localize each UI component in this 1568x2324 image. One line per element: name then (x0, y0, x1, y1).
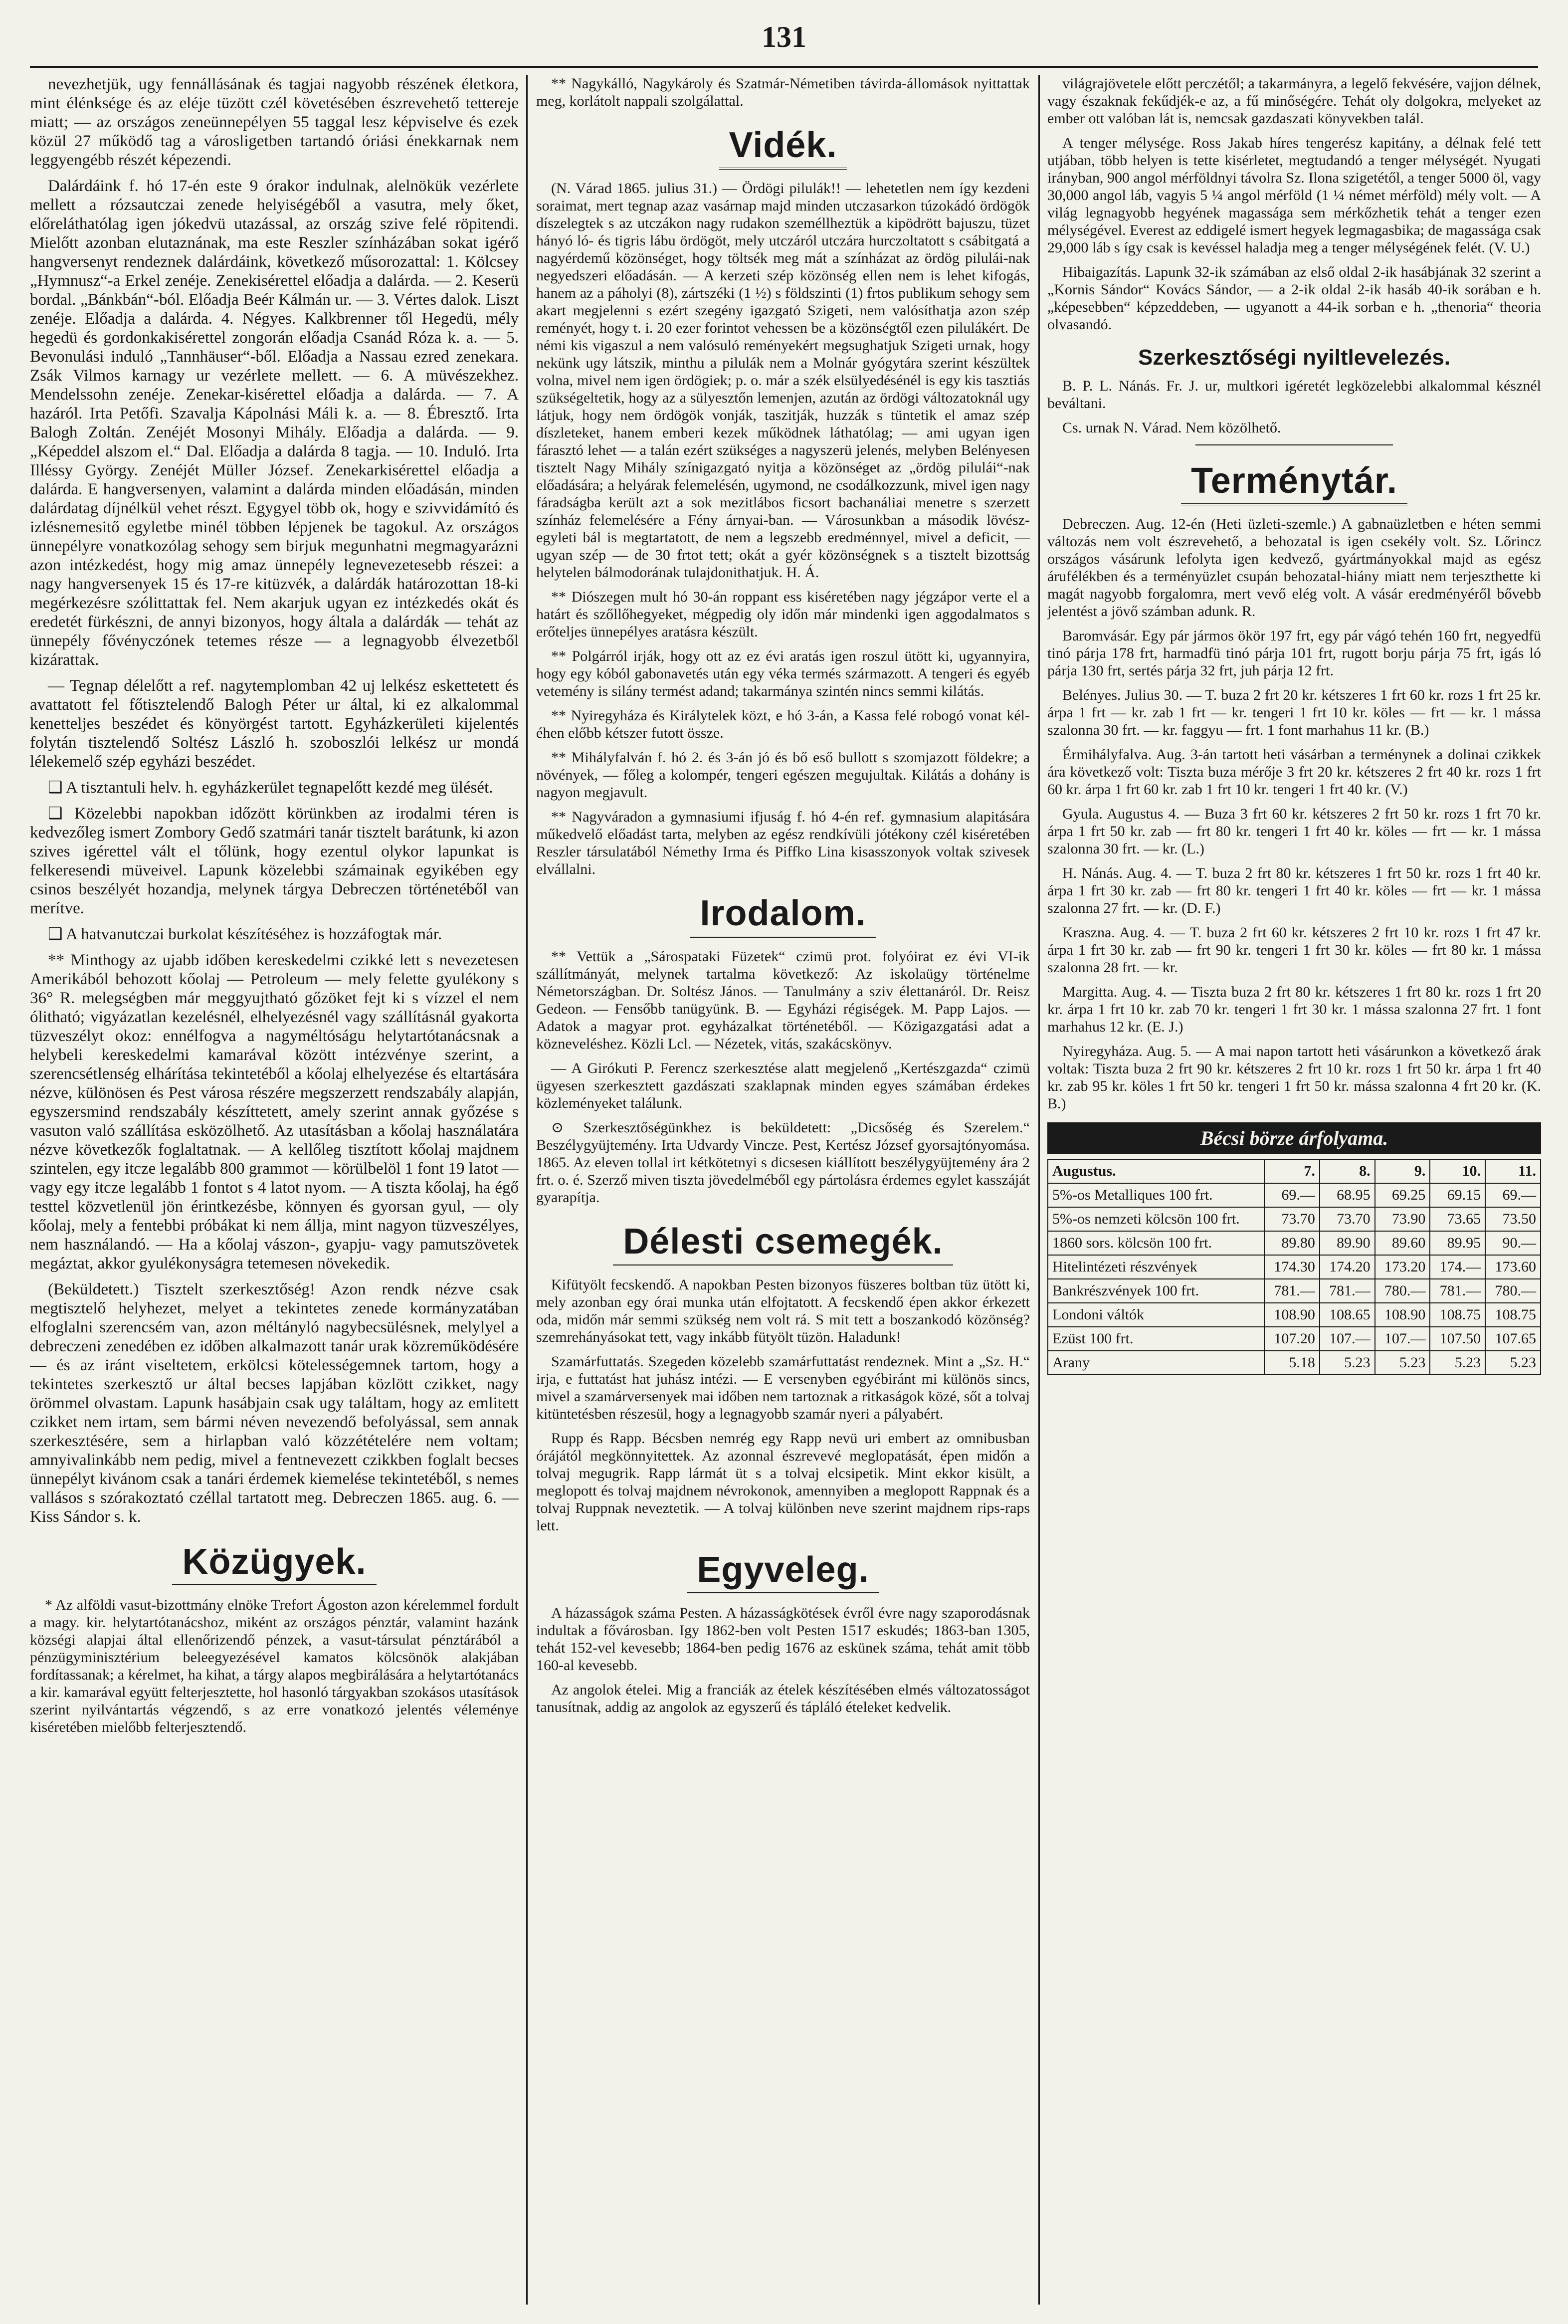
table-cell: 73.70 (1264, 1207, 1320, 1231)
article-paragraph: ❑ A hatvanutczai burkolat készítéséhez is hozzáfogtak már. (48, 925, 442, 943)
news-item: ** Nagykálló, Nagykároly és Szatmár-Németiben távirda-állomások nyittattak meg, korlátolt nappali szolgálattal. (536, 75, 1030, 109)
table-cell: Ezüst 100 frt. (1048, 1327, 1264, 1351)
table-cell: 107.65 (1485, 1327, 1541, 1351)
news-item: ** Nyiregyháza és Királytelek közt, e hó 3-án, a Kassa felé robogó vonat kél- éhen előbb kétszer futott össze. (536, 707, 1030, 741)
table-row (1048, 1279, 1541, 1303)
news-item: ** Vettük a „Sárospataki Füzetek“ czimü prot. folyóirat ez évi VI-ik szállítmányát, melynek tartalma következő: Az iskolaügy történelme Németországban. Dr. Soltész János. — Tanulmány a sziv élettanáról. Dr. Reisz Gedeon. — Fensőbb tanügyünk. B. — Egyházi régiségek. M. Papp Lajos. — Adatok a magyar prot. egyházalkat történetéből. — Közigazgatási adat a közneveléshez. Közli Lcl. — Nézetek, vitás, szakácskönyv. (536, 948, 1030, 1052)
table-cell: 5.23 (1320, 1351, 1375, 1375)
market-report: Margitta. Aug. 4. — Tiszta buza 2 frt 80 kr. kétszeres 1 frt 80 kr. rozs 1 frt 20 kr. árpa 1 frt 10 kr. zab 70 kr. tengeri 1 frt 30 kr. 1 mássa szalonna 27 frt. 1 font marhahus 12 kr. (E. J.) (1047, 984, 1541, 1035)
market-report: Belényes. Julius 30. — T. buza 2 frt 20 kr. kétszeres 1 frt 60 kr. rozs 1 frt 25 kr. árpa 1 frt — kr. zab 1 frt — kr. tengeri 1 frt 10 kr. köles — frt — kr. 1 mássa szalonna 30 frt. — kr. faggyu — frt. 1 font marhahus 11 kr. (B.) (1047, 687, 1541, 738)
table-cell: 89.95 (1430, 1231, 1485, 1255)
column-right (1047, 75, 1541, 2310)
section-heading-egyveleg (536, 1549, 1030, 1594)
table-cell: 781.— (1430, 1279, 1485, 1303)
table-cell: 108.75 (1485, 1303, 1541, 1327)
table-cell: 5%-os nemzeti kölcsön 100 frt. (1048, 1207, 1264, 1231)
table-cell: 5.18 (1264, 1351, 1320, 1375)
news-item: ** Diószegen mult hó 30-án roppant ess kiséretében nagy jégzápor verte el a határt és szőllőhegyeket, mégpedig oly időn már mindenki igen aggodalmatos s erőteljes ünnepélyes aratásra készült. (536, 589, 1030, 640)
table-cell: Bankrészvények 100 frt. (1048, 1279, 1264, 1303)
article-paragraph: ** Minthogy az ujabb időben kereskedelmi czikké lett s nevezetesen Amerikából behozott kőolaj — Petroleum — mely felette gyulékony s 36° R. melegségben már meggyujtható gőzöket fejt ki s vízzel el nem ólitható; vigyázatlan kezelésnél, elhelyezésnél vagy szállításnál gyakorta tüzveszélyt okoz: ennélfogva a nagyméltóságu helytartótanácsnak a helybeli kereskedelmi kamarával között intézvénye szerint, a szerencsétlenség elhárítása tekintetéből a kőolaj elhelyezése és eltartására nézve, különösen és Pest városa részére megszerzett rendszabály alapján, egyszersmind rendszabály készíttetett, amely szerint annak győzése s vasuton való szállítása esközölhető. Az utasításban a kőolaj használatára nézve következők foglaltatnak. — A kellőleg tisztított kőolaj majdnem szintelen, egy itcze legalább 800 grammot — körülbelöl 1 font 19 latot — vagy egy itcze legalább 1 fontot s 4 latot nyom. — A tiszta kőolaj, ha égő testtel közvetlenül jön érintkezésbe, könnyen és gyorsan gyul, — oly kőolaj, mely a fentebbi próbákat ki nem állja, mint nagyon tüzveszélyes, nem használandó. — Ha a kőolaj vászon-, gyapju- vagy pamutszövetek megáztat, akkor gyulékonyságra tetemesen növekedik. (30, 951, 519, 1272)
table-cell: Arany (1048, 1351, 1264, 1375)
article-paragraph: ❑ Közelebbi napokban időzött körünkben az irodalmi téren is kedvezőleg ismert Zombory Gedő szatmári tanár tisztelt barátunk, ki azon szives igérettel vált el tőlünk, hogy ezentul olykor lapunkat is felkeresendi müveivel. Lapunk közelebbi számainak egyikében egy csinos beszélyét hozandja, melynek tárgya Debreczen történetéből van merítve. (30, 805, 519, 917)
section-heading-text: Terménytár. (1181, 460, 1407, 505)
editorial-correspondence-heading: Szerkesztőségi nyiltlevelezés. (1138, 345, 1451, 370)
table-row (1048, 1183, 1541, 1207)
section-heading-termenytar (1047, 460, 1541, 505)
table-header-cell: 7. (1264, 1159, 1320, 1183)
news-item: ** Mihályfalván f. hó 2. és 3-án jó és bő eső bullott s szomjazott földekre; a növények, — főleg a kolompér, tengeri egészen megujultak. Kilátás a dohány is nagyon megjavult. (536, 749, 1030, 801)
column-rule-2 (1038, 75, 1040, 2305)
table-cell: 73.90 (1375, 1207, 1430, 1231)
table-cell: 107.20 (1264, 1327, 1320, 1351)
article-paragraph: A tenger mélysége. Ross Jakab híres tengerész kapitány, a délnak felé tett utjában, több helyen is tette kisérletet, megtudandó a tenger mélységét. Nyugati irányban, 900 angol mérföldnyi távolra Sz. Ilona szigetétől, a tenger 5000 öl, vagy 30,000 angol láb, vagyis 5 ¼ angol mérföld (1 ¼ német mérföld) mély volt. — A világ legnagyobb hegyének magassága sem mérkőzhetik tehát a tenger ezen mélységével. Everest az eddigelé ismert hegyek legmagasbika; de magassága csak 29,000 láb s így csak is kevéssel haladja meg a tenger mélységének felét. (V. U.) (1047, 135, 1541, 256)
section-heading-videk (536, 125, 1030, 170)
table-cell: 781.— (1264, 1279, 1320, 1303)
article-paragraph: nevezhetjük, ugy fennállásának és tagjai nagyobb részének életkora, mint élénksége és az eléje tüzött czél követésében észrevehető tettereje miatt; — az országos zeneünnepélyen 55 taggal lesz képviselve és ezek közül 27 működő tag a városligetben tartandó óriási énekkarnak nem leggyengébb részét képezendi. (30, 75, 519, 169)
section-heading-text: Irodalom. (690, 893, 876, 938)
correspondence-item: Cs. urnak N. Várad. Nem közölhető. (1062, 420, 1281, 436)
table-header-cell: 8. (1320, 1159, 1375, 1183)
news-item: ⊙ Szerkesztőségünkhez is beküldetett: „Dicsőség és Szerelem.“ Beszélygyüjtemény. Irta Udvardy Vincze. Pest, Kertész József gyorsajtónyomása. 1865. Az eleven tollal irt kétkötetnyi s dicsesen kiállított beszélygyüjtemény ára 2 frt. o. é. Szerző miven tiszta jövedelméből egy pártolásra érdemes egylet kasszáját gyarapítja. (536, 1119, 1030, 1206)
news-item: ** Nagyváradon a gymnasiumi ifjuság f. hó 4-én ref. gymnasium alapitására műkedvelő előadást tarta, melyben az egész rendkívüli jótékony czél kiséretében Reszler társulatából Némethy Irma és Piffko Lina kisasszonyok voltak szivesek elvállalni. (536, 809, 1030, 877)
table-cell: 107.— (1375, 1327, 1430, 1351)
table-cell: 69.— (1264, 1183, 1320, 1207)
table-cell: Hitelintézeti részvények (1048, 1255, 1264, 1279)
table-cell: 90.— (1485, 1231, 1541, 1255)
market-report: Kraszna. Aug. 4. — T. buza 2 frt 60 kr. kétszeres 2 frt 10 kr. rozs 1 frt 47 kr. árpa 1 frt 30 kr. zab — frt 90 kr. tengeri 1 frt 30 kr. köles — frt 80 kr. 1 mássa szalonna 28 frt. — kr. (1047, 924, 1541, 976)
table-row (1048, 1351, 1541, 1375)
table-cell: 108.90 (1375, 1303, 1430, 1327)
news-item: A házasságok száma Pesten. A házasságkötések évről évre nagy szaporodásnak indultak a fővárosban. Igy 1862-ben volt Pesten 1517 eskudés; 1863-ban 1305, tehát 152-vel kevesebb; 1864-ben pedig 1676 az eskünek száma, tehát amit több 160-al kevesebb. (536, 1605, 1030, 1674)
table-cell: Londoni váltók (1048, 1303, 1264, 1327)
table-cell: 780.— (1485, 1279, 1541, 1303)
table-cell: 5.23 (1430, 1351, 1485, 1375)
table-row (1048, 1303, 1541, 1327)
table-cell: 174.— (1430, 1255, 1485, 1279)
market-report: Gyula. Augustus 4. — Buza 3 frt 60 kr. kétszeres 2 frt 50 kr. rozs 1 frt 70 kr. árpa 1 frt 50 kr. zab — frt 80 kr. tengeri 1 frt 40 kr. köles — frt — kr. 1 mássa szalonna 30 frt. — kr. (L.) (1047, 806, 1541, 857)
table-cell: 780.— (1375, 1279, 1430, 1303)
news-item: Rupp és Rapp. Bécsben nemrég egy Rapp nevü uri embert az omnibusban órájától megkönnyitettek. Az azonnal észrevevé meglopatását, épen midőn a tolvaj megugrik. Rapp lármát üt s a tolvaj elcsipetik. Mint ekkor kisült, a meglopott és tolvaj majdnem névrokonok, amennyiben a meglopott Rappnak és a tolvaj Ruppnak neveztetik. — A tolvaj különben neve szerint majdnem rips-raps lett. (536, 1430, 1030, 1534)
errata: Hibaigazítás. Lapunk 32-ik számában az első oldal 2-ik hasábjának 32 szerint a „Kornis Sándor“ Kovács Sándor, — a 2-ik oldal 2-ik hasáb 40-ik sorában e h. „képesebben“ képzeddeben, — ugyanott a 44-ik sorban e h. „thenoria“ theoria olvasandó. (1047, 264, 1541, 333)
table-cell: 5.23 (1485, 1351, 1541, 1375)
table-header-row (1048, 1159, 1541, 1183)
column-left (30, 75, 519, 2310)
table-cell: 108.75 (1430, 1303, 1485, 1327)
table-row (1048, 1231, 1541, 1255)
top-rule (30, 66, 1538, 68)
table-header-cell: 11. (1485, 1159, 1541, 1183)
table-cell: 173.60 (1485, 1255, 1541, 1279)
market-report: H. Nánás. Aug. 4. — T. buza 2 frt 80 kr. kétszeres 1 frt 50 kr. rozs 1 frt 40 kr. árpa 1 frt 30 kr. zab — frt 80 kr. tengeri 1 frt 40 kr. köles — frt — kr. 1 mássa szalonna 27 frt. — kr. (D. F.) (1047, 865, 1541, 916)
section-heading-text: Közügyek. (172, 1541, 376, 1586)
table-cell: 5.23 (1375, 1351, 1430, 1375)
exchange-rates-table (1047, 1159, 1541, 1375)
table-cell: 108.90 (1264, 1303, 1320, 1327)
article-paragraph: (Beküldetett.) Tisztelt szerkesztőség! Azon rendk nézve csak megtisztelő helyhezet, melyet a tekintetes zenede kormányzatában elfoglalni szerencsém van, azon méltányló nagybecsülésnek, melylyel a debreczeni zenedében ez időben alkalmazott tanár urak közreműködésére — és az iránt viseltetem, erkölcsi kötelességemnek tartom, hogy a tekintetes szerkesztő ur által becses lapjában közlött czikket, nagy örömmel olvastam. Lapunk hasábjain csak ugy találtam, hogy az emlitett czikket nem irtam, sem bármi néven nevezendő befolyással, sem annak szerkesztésére, sem a hirlapban való közzétételére nem voltam; amnyivalinkább nem pedig, mivel a fentnevezett czikkben foglalt becses ünnepélyt kivánom csak a tanári érdemek kiemelése tekintetéből, s nemes vallásos s szórakoztató czéllal tartatott meg. Debreczen 1865. aug. 6. — Kiss Sándor s. k. (30, 1280, 519, 1526)
article-paragraph: világrajövetele előtt perczétől; a takarmányra, a legelő fekvésére, vajjon délnek, vagy északnak fekűdjék-e az, a fű minőségére. Tehát oly dolgokra, melyeket az ember ott valóban lát is, nemcsak gazdaszati könyvekben talál. (1047, 75, 1541, 127)
news-item: Kifütyölt fecskendő. A napokban Pesten bizonyos füszeres boltban tüz ütött ki, mely azonban egy órai munka után elfojtatott. A fecskendő épen akkor érkezett oda, midőn már semmi szükség nem volt rá. S mit tett a boszankodó közönség? szemrehányásokat tett, vagy inkább fütyölt tüzön. Haladunk! (536, 1276, 1030, 1345)
table-cell: 89.90 (1320, 1231, 1375, 1255)
table-cell: 108.65 (1320, 1303, 1375, 1327)
section-heading-kozugyek (30, 1541, 519, 1586)
table-header-cell: 10. (1430, 1159, 1485, 1183)
section-heading-text: Vidék. (719, 125, 847, 170)
table-cell: 89.60 (1375, 1231, 1430, 1255)
table-row (1048, 1327, 1541, 1351)
table-cell: 89.80 (1264, 1231, 1320, 1255)
page-number: 131 (762, 20, 806, 53)
news-item: Szamárfuttatás. Szegeden közelebb szamárfuttatást rendeznek. Mint a „Sz. H.“ irja, e futtatást hat juhász intézi. — E versenyben egyébiránt mi különös sincs, mivel a szamárversenyek mai időben nem tartoznak a ritkaságok közé, sőt a tolvaj kitüntetésben részesül, hogy a legnagyobb szamár nyeri a pályabért. (536, 1353, 1030, 1422)
table-cell: 73.65 (1430, 1207, 1485, 1231)
table-cell: 173.20 (1375, 1255, 1430, 1279)
table-cell: 1860 sors. kölcsön 100 frt. (1048, 1231, 1264, 1255)
section-heading-text: Délesti csemegék. (613, 1221, 953, 1266)
table-cell: 73.50 (1485, 1207, 1541, 1231)
table-cell: 69.15 (1430, 1183, 1485, 1207)
divider (1195, 444, 1393, 445)
table-cell: 781.— (1320, 1279, 1375, 1303)
table-cell: 107.— (1320, 1327, 1375, 1351)
exchange-rates-banner: Bécsi börze árfolyama. (1047, 1122, 1541, 1154)
table-cell: 68.95 (1320, 1183, 1375, 1207)
market-report: Baromvásár. Egy pár jármos ökör 197 frt, egy pár vágó tehén 160 frt, negyedfü tinó párja 178 frt, harmadfü tinó párja 101 frt, rugott borju párja 75 frt, igás ló párja 130 frt, sertés párja 32 frt, juh párja 12 frt. (1047, 628, 1541, 679)
column-middle (536, 75, 1030, 2310)
market-report: Nyiregyháza. Aug. 5. — A mai napon tartott heti vásárunkon a következő árak voltak: Tiszta buza 2 frt 90 kr. kétszeres 2 frt 10 kr. rozs 1 frt 50 kr. árpa 1 frt 40 kr. zab 95 kr. köles 1 frt 50 kr. tengeri 1 frt 50 kr. mássa szalonna 4 frt 20 kr. (K. B.) (1047, 1043, 1541, 1112)
news-item: ** Polgárról irják, hogy ott az ez évi aratás igen roszul ütött ki, ugyannyira, hogy egy kóból gabonavetés után egy véka termés származott. A tengeri és egyéb vetemény is silány termést adand; takarmánya szintén nincs semmi kilátás. (536, 648, 1030, 699)
news-item: Az angolok ételei. Mig a franciák az ételek készítésében elmés változatosságot tanusítnak, addig az angolok az egyszerű és tápláló ételeket kedvelik. (536, 1682, 1030, 1715)
article-paragraph: ❑ A tisztantuli helv. h. egyházkerület tegnapelőtt kezdé meg ülését. (48, 779, 493, 797)
correspondence-item: B. P. L. Nánás. Fr. J. ur, multkori igéretét legközelebbi alkalommal késznél beváltani. (1047, 378, 1541, 412)
article-paragraph: Dalárdáink f. hó 17-én este 9 órakor indulnak, alelnökük vezérlete mellett a rózsautczai zenede helyiségéből a vasutra, mely őket, előreláthatólag igen jókedvü utazással, az ország szive felé röpitendi. Mielőtt azonban elutaznának, ma este Reszler színházában sokat igérő hangversenyt rendeznek dalárdáink, következő műsorozattal: 1. Kölcsey „Hymnusz“-a Erkel zenéje. Zenekisérettel előadja a dalárda. — 2. Keserü bordal. „Bánkbán“-ból. Előadja Beér Kálmán ur. — 3. Vértes dalok. Liszt zenéje. Előadja a dalárda. 4. Négyes. Kalkbrenner től Hegedü, mély hegedü és gordonkakisérettel zongorán előadja Csanád Róza k. a. — 5. Bevonulási induló „Tannhäuser“-ből. Előadja a Nassau ezred zenekara. Zsák Vilmos karnagy ur vezérlete mellett. — 6. A müvészekhez. Mendelssohn zenéje. Zenekar-kisérettel előadja a dalárda. — 7. A hazáról. Irta Petőfi. Szavalja Kápolnási Máli k. a. — 8. Ébresztő. Irta Balogh Zoltán. Zenéjét Mosonyi Mihály. Előadja a dalárda. — 9. „Képeddel alszom el.“ Dal. Előadja a dalárda 8 tagja. — 10. Induló. Irta Illéssy György. Zenéjét Müller József. Zenekarkisérettel előadja a dalárda. E hangversenyen, valamint a dalárda minden előadásán, minden dalárdatag díjnélkül vehet részt. Egygyel több ok, hogy e szivvidámító és izlésnemesitő egyletbe minél többen lépjenek be tagokul. Az országos ünnepélyre vonatkozólag sehogy sem birjuk megunhatni megmagyarázni azon intézkedést, hogy mig amaz ünnepély legnevezetesebb részei: a nagy hangversenyek 15 és 17-re kitüzvék, a dalárdák határozottan 18-ki megérkezésre szólittattak fel. Nem akarjuk ugyan ez intézkedés okát és eredetét fürkészni, de annyi bizonyos, hogy általa a dalárdák — tehát az ünnepély fővényczónek tetemes része — a legnagyobb élvezetből kizárattak. (30, 177, 519, 669)
article-paragraph: * Az alföldi vasut-bizottmány elnöke Trefort Ágoston azon kérelemmel fordult a magy. kir. helytartótanácshoz, miként az országos pénztár, valamint hazánk községi alapjai által ellenőrizendő pénzek, a vasut-társulat pénztárából a pénzügyminisztérium beleegyezésével kamatos kölcsönök alakjában fordítassanak; a kérelmet, ha kihat, a tárgy alapos megbirálására a helytartótanács a kir. kamarával együtt felterjesztette, hol hasonló tárgyakban szokásos utasítások szerint nyilvántartás végzendő, s az erre vonatkozó jelentés véleménye kiséretében mielőbb felterjesztendő. (30, 1597, 519, 1735)
market-report: Érmihályfalva. Aug. 3-án tartott heti vásárban a terménynek a dolinai czikkek ára következő volt: Tiszta buza mérője 3 frt 20 kr. kétszeres 2 frt 40 kr. rozs 1 frt 60 kr. árpa 1 frt 60 kr. zab 1 frt 10 kr. tengeri 1 frt 40 kr. (V.) (1047, 746, 1541, 798)
table-cell: 174.20 (1320, 1255, 1375, 1279)
section-heading-delesti (536, 1221, 1030, 1266)
table-cell: 5%-os Metalliques 100 frt. (1048, 1183, 1264, 1207)
table-header-cell: Augustus. (1048, 1159, 1264, 1183)
table-row (1048, 1207, 1541, 1231)
section-heading-text: Egyveleg. (687, 1549, 879, 1594)
article-paragraph: — Tegnap délelőtt a ref. nagytemplomban 42 uj lelkész eskettetett és avattatott fel főtisztelendő Balogh Péter ur által, ki ez alkalommal kenetteljes beszédet és könyörgést tartott. Egyházkerületi kijelentés folytán tisztelendő Soltész László h. szoboszlói lelkész ur mondá lélekemelő szép egyházi beszédet. (30, 677, 519, 771)
news-item: (N. Várad 1865. julius 31.) — Ördögi pilulák!! — lehetetlen nem így kezdeni soraimat, mert tegnap azaz vasárnap majd minden utczasarkon túzokádó ördögök díszelegtek s az utczákon nagy rudakon személlheztük a kipödrött bajuszu, tüzet hányó ló- és tigris lábu ördögöt, mely utczáról utczára hurczoltatott s csábitgatá a nagyérdemű közönséget, hogy töltsék meg mát a színházat az ördög pilulái-nak negyedszeri előadásán. — A kerzeti szép közönség ellen nem is lehet kifogás, hanem az a páholyi (8), zártszéki (1 ½) s földszinti (1) frtos publikum sehogy sem akart megjelenni s ezért szegény igazgató Szigeti, nem valósíthatja azon szép reményét, hogy t. i. 20 ezer forintot vehessen be a közönségtől ezen pilulákért. De némi kis vigaszul a nem valósuló reményekért megsughatjuk Szigeti urnak, hogy nekünk ugy látszik, minthu a pilulák nem a Molnár gyógytára szerint készültek volna, mivel nem igen ördögiek; p. o. már a szék elsülyedésénél is egy kis tasztiás szükségeltetik, hogy az a sülyesztőn lemenjen, azután az ördögi változatoknál ugy látjuk, hogy nem ördögök vonják, taszitják, huzzák s tüntetik el amaz szép díszleteket, hanem emberi kezek működnek láthatólag; — ami ugyan igen fárasztó lehet — a talán ezért szükséges a nagyszerü jelenés, melyben Belényesen tisztelt Nagy Mihály színigazgató nyitja a közönséget az „ördög pilulái“-nak előadására; a helyárak felemelésén, ugymond, ne csodálkozzunk, mivel igen nagy fáradságba került azt a sok mezitlábos ficsort bachanáliai menetre s szerzett színház felemelésére a Fény árnyai-ban. — Városunkban a második lövész-egyleti bál is megtartatott, de nem a legszebb eredménnyel, mivel a deficit, — ugyan szép — de 30 frtot tett; okát a gyér közönségnek s a tisztelt bizottság helytelen bálmodorának tulajdonithatjuk. H. Á. (536, 180, 1030, 581)
table-row (1048, 1255, 1541, 1279)
column-rule-1 (526, 75, 528, 2305)
news-item: — A Girókuti P. Ferencz szerkesztése alatt megjelenő „Kertészgazda“ czimü ügyesen szerkesztett gazdászati szaklapnak minden egyes számában érdekes közleményeket találunk. (536, 1060, 1030, 1111)
table-cell: 107.50 (1430, 1327, 1485, 1351)
table-cell: 73.70 (1320, 1207, 1375, 1231)
table-cell: 174.30 (1264, 1255, 1320, 1279)
table-cell: 69.— (1485, 1183, 1541, 1207)
market-report: Debreczen. Aug. 12-én (Heti üzleti-szemle.) A gabnaüzletben e héten semmi változás nem volt észrevehető, a behozatal is igen csekély volt. Sz. Lőrincz országos vásárunk lefolyta igen kedvező, gyártmányokkal majd as egész árufélékben és a terményüzlet csupán behozatal-hiány miatt nem terjeszthette ki magát nagyobb forgalomra, mert vevő elég volt. A vásár eredményéről bővebb jelentést a jövő számban adunk. R. (1047, 516, 1541, 620)
section-heading-irodalom (536, 893, 1030, 938)
table-header-cell: 9. (1375, 1159, 1430, 1183)
table-cell: 69.25 (1375, 1183, 1430, 1207)
